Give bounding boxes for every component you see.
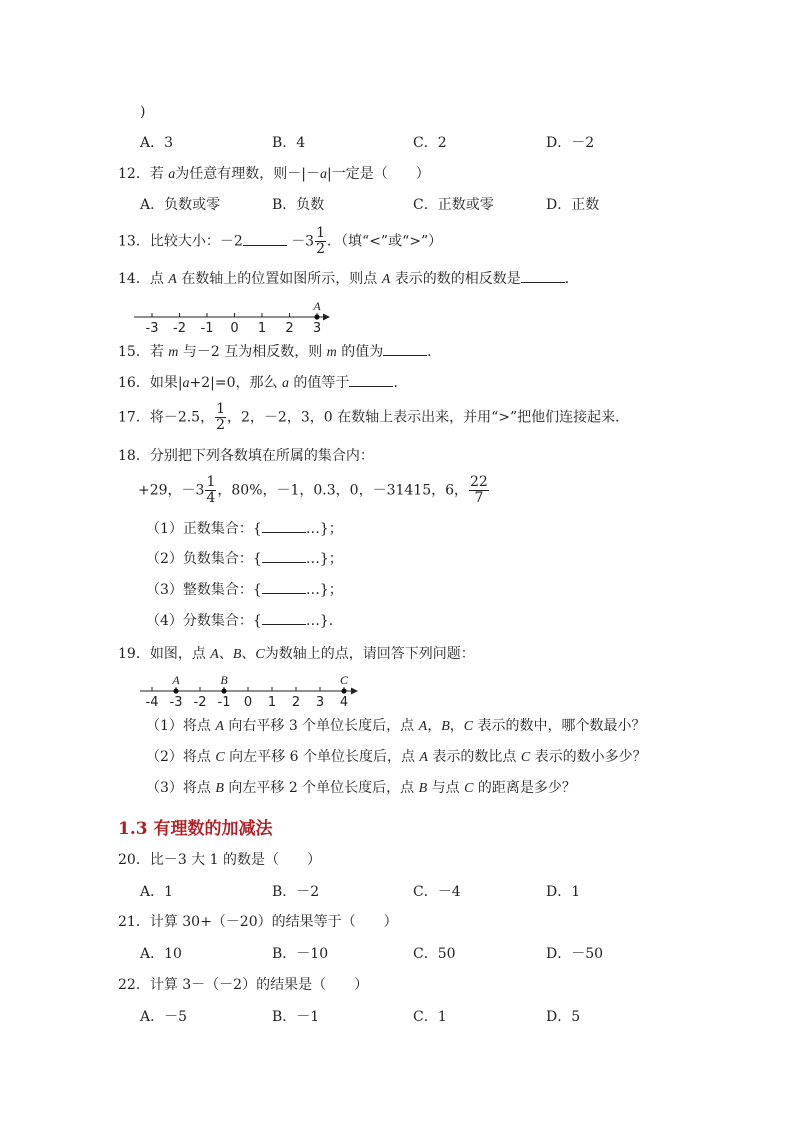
fraction: $\frac{1}{2}$: [216, 401, 226, 433]
answer-blank[interactable]: [521, 270, 565, 283]
tick-label: 1: [267, 695, 277, 710]
option-a[interactable]: A．－5: [140, 1009, 188, 1025]
option-a[interactable]: A．10: [140, 946, 182, 962]
set-integer: （3）整数集合：{ …}；: [146, 582, 343, 598]
point-c: [341, 688, 346, 693]
question-17: 17．将－2.5， $\frac{1}{2}$ ，2，－2，3，0 在数轴上表示出来，并用“>”把他们连接起来．: [118, 401, 630, 433]
point-label-a: A: [313, 299, 321, 313]
tick-label: 4: [339, 695, 349, 710]
answer-blank[interactable]: [243, 233, 287, 246]
axis-arrow: [323, 314, 330, 321]
answer-blank[interactable]: [262, 581, 306, 594]
option-d[interactable]: D．5: [546, 1009, 581, 1025]
set-positive: （1）正数集合：{ …}；: [146, 521, 343, 537]
axis-arrow: [351, 688, 358, 695]
question-20: 20．比－3 大 1 的数是（ ）: [118, 852, 321, 868]
fraction: $\frac{1}{2}$: [316, 225, 326, 257]
option-c[interactable]: C．1: [413, 1009, 447, 1025]
option-c[interactable]: C．正数或零: [413, 197, 494, 213]
option-a[interactable]: A．负数或零: [140, 197, 221, 213]
tick-label: -3: [145, 321, 159, 336]
tick-label: 3: [315, 695, 325, 710]
fraction: $\frac{1}{4}$: [206, 474, 216, 506]
question-21: 21．计算 30+（－20）的结果等于（ ）: [118, 914, 398, 930]
option-b[interactable]: B．－10: [272, 946, 329, 962]
tick-label: -2: [173, 321, 186, 336]
answer-blank[interactable]: [383, 343, 427, 356]
point-a: [173, 688, 178, 693]
tick-label: -1: [200, 321, 214, 336]
option-d[interactable]: D．正数: [546, 197, 600, 213]
option-d[interactable]: D．－50: [546, 946, 604, 962]
answer-blank[interactable]: [262, 550, 306, 563]
tick-label: 2: [285, 321, 294, 336]
question-19-part-1: （1）将点 A 向右平移 3 个单位长度后，点 A，B，C 表示的数中，哪个数最小？: [146, 718, 646, 734]
tick-label: -4: [145, 695, 159, 710]
tick-label: 1: [257, 321, 267, 336]
tick-label: 2: [291, 695, 301, 710]
tick-label: -2: [193, 695, 207, 710]
option-b[interactable]: B．－1: [272, 1009, 320, 1025]
tick-label: 0: [243, 695, 253, 710]
tick-label: -1: [217, 695, 231, 710]
answer-blank[interactable]: [262, 520, 306, 533]
question-13: 13．比较大小：－2 －3 $\frac{1}{2}$ ．（填“<”或“>”）: [118, 225, 443, 257]
option-b[interactable]: B．负数: [272, 197, 325, 213]
question-18-title: 18．分别把下列各数填在所属的集合内：: [118, 448, 374, 464]
option-c[interactable]: C．50: [413, 946, 456, 962]
question-18-numbers: +29，－3 $\frac{1}{4}$ ，80%，－1，0.3，0，－31415，6， $\frac{22}{7}$: [138, 474, 488, 506]
question-22: 22．计算 3－（－2）的结果是（ ）: [118, 977, 369, 993]
fraction: $\frac{22}{7}$: [470, 474, 488, 506]
option-c[interactable]: C．2: [413, 135, 447, 151]
number-line-1: [130, 290, 340, 336]
question-12: 12．若 a为任意有理数，则－|－a|一定是（ ）: [118, 166, 430, 182]
q11-tail: ): [140, 104, 146, 120]
point-b: [221, 688, 226, 693]
number-line-2: [136, 668, 368, 712]
option-b[interactable]: B．－2: [272, 884, 320, 900]
option-a[interactable]: A．1: [140, 884, 174, 900]
tick-label: 0: [230, 321, 239, 336]
answer-blank[interactable]: [262, 612, 306, 625]
tick-label: -3: [169, 695, 183, 710]
question-16: 16．如果|a+2|=0，那么 a 的值等于 ．: [118, 375, 408, 391]
option-c[interactable]: C．－4: [413, 884, 461, 900]
question-19-part-2: （2）将点 C 向左平移 6 个单位长度后，点 A 表示的数比点 C 表示的数小多少？: [146, 749, 647, 765]
set-fraction: （4）分数集合：{ …}．: [146, 613, 343, 629]
answer-blank[interactable]: [349, 374, 393, 387]
point-a: [314, 314, 319, 319]
point-label-b: B: [220, 673, 228, 687]
section-heading: 1.3 有理数的加减法: [118, 819, 273, 839]
question-19-title: 19．如图，点 A、B、C为数轴上的点，请回答下列问题：: [118, 646, 475, 662]
option-d[interactable]: D．1: [546, 884, 581, 900]
tick-label: 3: [312, 321, 322, 336]
question-19-part-3: （3）将点 B 向左平移 2 个单位长度后，点 B 与点 C 的距离是多少？: [146, 780, 576, 796]
option-b[interactable]: B．4: [272, 135, 306, 151]
option-d[interactable]: D．－2: [546, 135, 595, 151]
set-negative: （2）负数集合：{ …}；: [146, 551, 343, 567]
option-a[interactable]: A．3: [140, 135, 174, 151]
point-label-a: A: [172, 673, 180, 687]
question-15: 15．若 m 与－2 互为相反数，则 m 的值为 ．: [118, 344, 442, 360]
question-14: 14．点 A 在数轴上的位置如图所示，则点 A 表示的数的相反数是 ．: [118, 271, 579, 287]
point-label-c: C: [339, 673, 349, 687]
